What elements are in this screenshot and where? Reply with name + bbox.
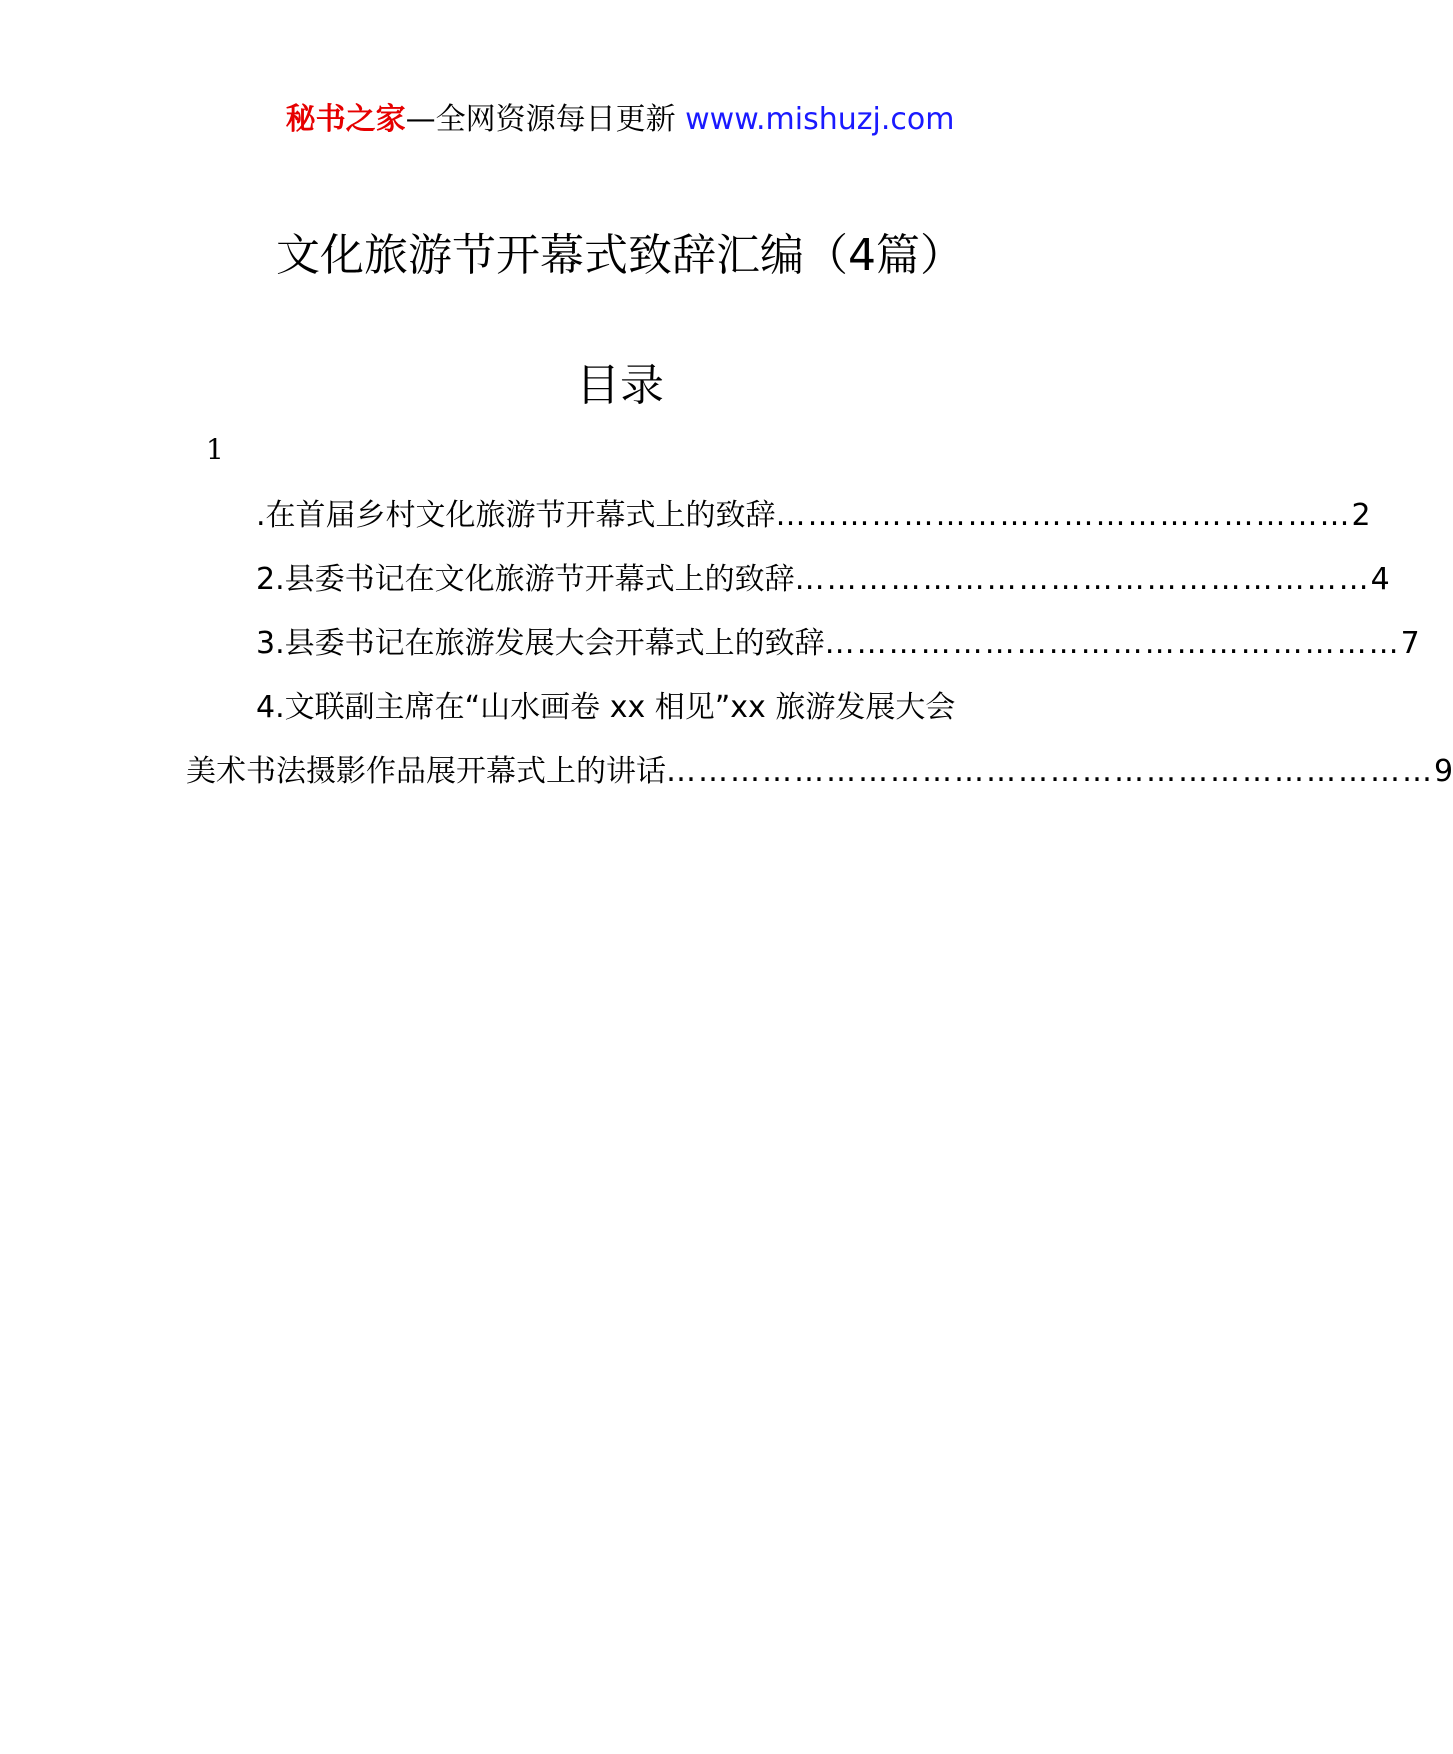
site-url-link[interactable]: www.mishuzj.com <box>685 102 955 137</box>
toc-leader-dots: ……………………………………………… <box>794 562 1371 597</box>
toc-entry-text: .在首届乡村文化旅游节开幕式上的致辞 <box>256 498 776 533</box>
toc-entry-text: 美术书法摄影作品展开幕式上的讲话 <box>186 754 666 789</box>
table-of-contents <box>186 490 1453 810</box>
document-title: 文化旅游节开幕式致辞汇编（4篇） <box>276 230 964 281</box>
toc-page-number: 2 <box>1351 498 1371 533</box>
header-tagline: —全网资源每日更新 <box>405 102 676 137</box>
site-header <box>0 100 1240 140</box>
toc-entry-text: 2.县委书记在文化旅游节开幕式上的致辞 <box>256 562 795 597</box>
brand-name: 秘书之家 <box>285 102 406 137</box>
toc-leader-dots: ……………………………………………… <box>824 626 1401 661</box>
toc-page-number: 4 <box>1370 562 1390 597</box>
toc-page-number: 7 <box>1400 626 1420 661</box>
toc-entry-text: 3.县委书记在旅游发展大会开幕式上的致辞 <box>256 626 825 661</box>
toc-heading: 目录 <box>576 360 664 411</box>
toc-leader-dots: ……………………………………………………………… <box>666 754 1434 789</box>
toc-entry-text: 4.文联副主席在“山水画卷 xx 相见”xx 旅游发展大会 <box>256 690 956 725</box>
page-number-mark: 1 <box>206 433 224 466</box>
toc-page-number: 9 <box>1434 754 1453 789</box>
toc-leader-dots: ……………………………………………… <box>775 498 1352 533</box>
toc-entry-4-line-2[interactable] <box>186 746 1453 810</box>
toc-entry-4-line-1[interactable] <box>186 682 1056 746</box>
toc-entry-1[interactable] <box>186 490 1371 554</box>
toc-entry-2[interactable] <box>186 554 1390 618</box>
toc-entry-3[interactable] <box>186 618 1420 682</box>
